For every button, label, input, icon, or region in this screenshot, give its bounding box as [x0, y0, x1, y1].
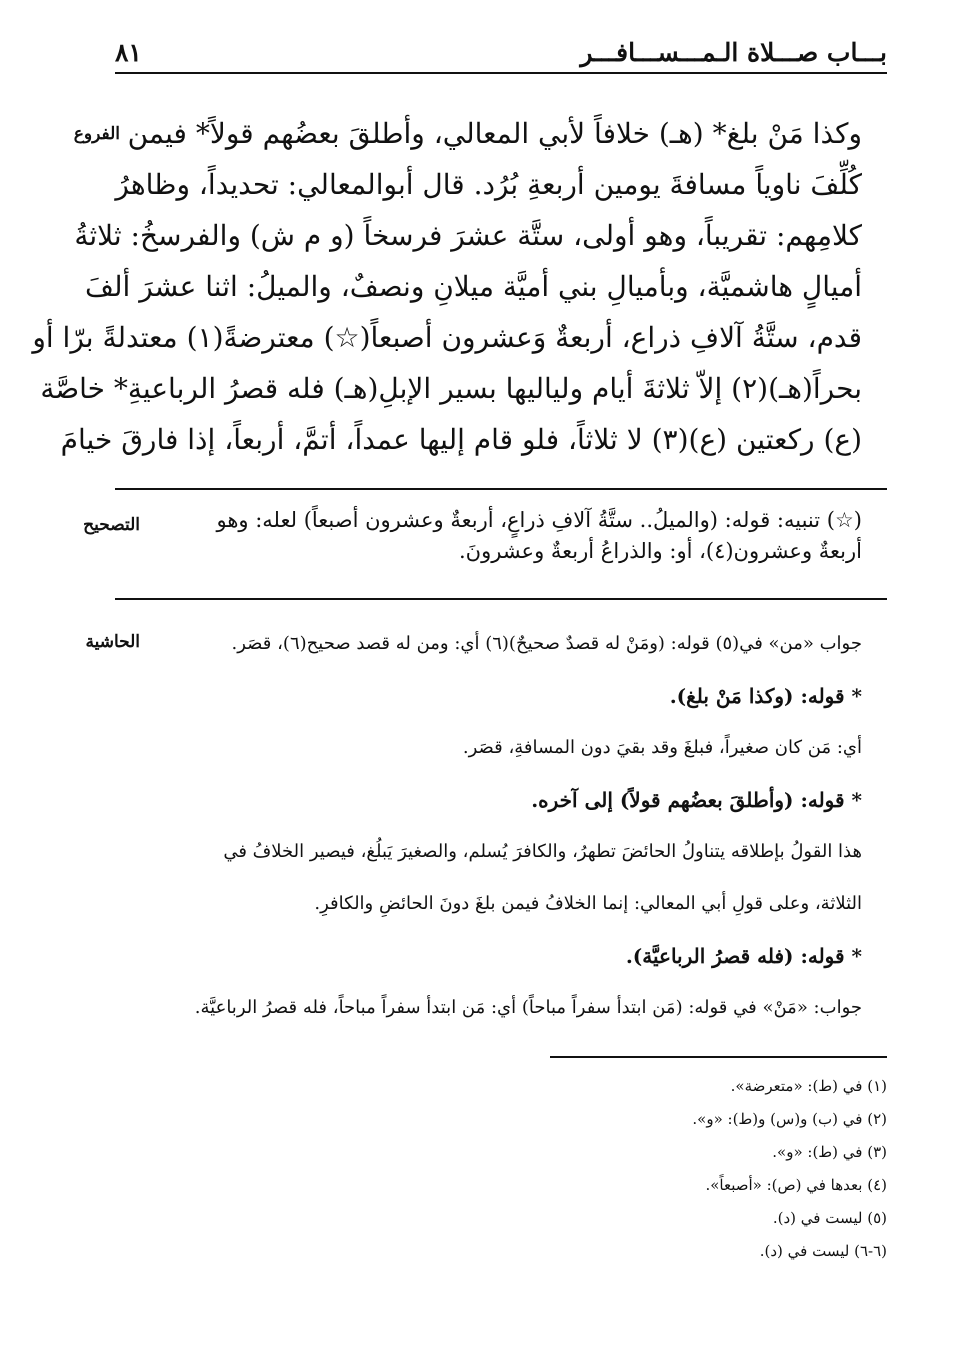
tashih-line: أربعةٌ وعشرون(٤)، أو: والذراعُ أربعةٌ وعشرونَ.: [459, 539, 862, 563]
hashiya-paragraph-line: هذا القولُ بإطلاقه يتناولُ الحائضَ تطهرُ، والكافرَ يُسلم، والصغيرَ يَبلُغ، فيصير الخلافُ في: [223, 841, 862, 862]
section-divider: [115, 488, 887, 490]
hashiya-heading: * قوله: (وكذا مَنْ بلغ).: [669, 684, 862, 708]
main-text-line: (ع) ركعتين (ع)(٣) لا ثلاثاً، فلو قام إليها عمداً، أتمَّ، أربعاً، إذا فارقَ خيامَ: [60, 423, 862, 456]
hashiya-paragraph-line: جواب «من» في(٥) قوله: (ومَنْ له قصدٌ صحيحٌ)(٦) أي: ومن له قصد صحيح(٦)، قصَر.: [231, 633, 862, 654]
tashih-note: [132, 505, 862, 567]
footnote-item: (٥) ليست في (د).: [772, 1209, 887, 1227]
main-text-line: كلامِهم: تقريباً، وهو أولى، ستَّة عشرَ فرسخاً (و م ش) والفرسخُ: ثلاثةُ: [74, 219, 862, 252]
main-text-line: قدم، ستَّةُ آلافِ ذراع، أربعةٌ وَعشرون أصبعاً(☆) معترضةً(١) معتدلةً برّا أو: [32, 321, 862, 354]
section-label-furu: الفروع: [73, 124, 120, 144]
header-rule: [115, 72, 887, 74]
footnote-item: (٣) في (ط): «و».: [772, 1143, 887, 1161]
main-text-line: أميالٍ هاشميَّة، وبأميالِ بني أميَّة ميلانِ ونصفٌ، والميلُ: اثنا عشرَ ألفَ: [85, 270, 862, 303]
footnote-item: (٤) بعدها في (ص): «أصبعاً».: [705, 1176, 887, 1194]
footnote-item: (٦-٦) ليست في (د).: [759, 1242, 887, 1260]
hashiya-paragraph-line: الثلاثة، وعلى قولِ أبي المعالي: إنما الخلافُ فيمن بلغَ دونَ الحائضِ والكافرِ.: [314, 893, 862, 914]
main-text-line: وكذا مَنْ بلغ* (هـ) خلافاً لأبي المعالي، وأطلقَ بعضُهم قولاً* فيمن: [127, 117, 862, 150]
hashiya-commentary: [122, 618, 862, 1034]
section-divider: [115, 598, 887, 600]
hashiya-paragraph-line: جواب: «مَنْ» في قوله: (مَن ابتدأ سفراً مباحاً) أي: مَن ابتدأ سفراً مباحاً، فله قصرُ الرباعيَّة.: [194, 997, 862, 1018]
section-label-hashiya: الحاشية: [85, 632, 140, 652]
running-header-title: بـــاب صـــلاة الـمـــســـافـــر: [580, 38, 887, 67]
footnote-item: (١) في (ط): «متعرضة».: [730, 1077, 887, 1095]
page-number: ٨١: [115, 38, 142, 67]
footnotes: [387, 1070, 887, 1268]
hashiya-heading: * قوله: (وأطلقَ بعضُهم قولاً) إلى آخره.: [531, 788, 862, 812]
footnote-separator: [550, 1056, 887, 1058]
main-text-line: كُلِّفَ ناوياً مسافةَ يومين أربعةِ بُرُد. قال أبوالمعالي: تحديداً، وظاهرُ: [115, 168, 862, 201]
main-text-line: بحراً(هـ)(٢) إلاّ ثلاثةَ أيام ولياليها بسير الإبلِ(هـ) فله قصرُ الرباعيةِ* خاصَّة: [40, 372, 862, 405]
footnote-item: (٢) في (ب) و(س) و(ط): «و».: [692, 1110, 887, 1128]
section-label-tashih: التصحيح: [83, 515, 140, 535]
hashiya-paragraph-line: أي: مَن كان صغيراً، فبلغَ وقد بقيَ دون المسافةِ، قصَر.: [462, 737, 862, 758]
hashiya-heading: * قوله: (فله قصرُ الرباعيَّة).: [625, 944, 862, 968]
tashih-line: (☆) تنبيه: قوله: (والميلُ.. ستَّةُ آلافِ ذراعٍ، أربعةٌ وعشرون أصبعاً) لعله: وهو: [216, 508, 862, 532]
